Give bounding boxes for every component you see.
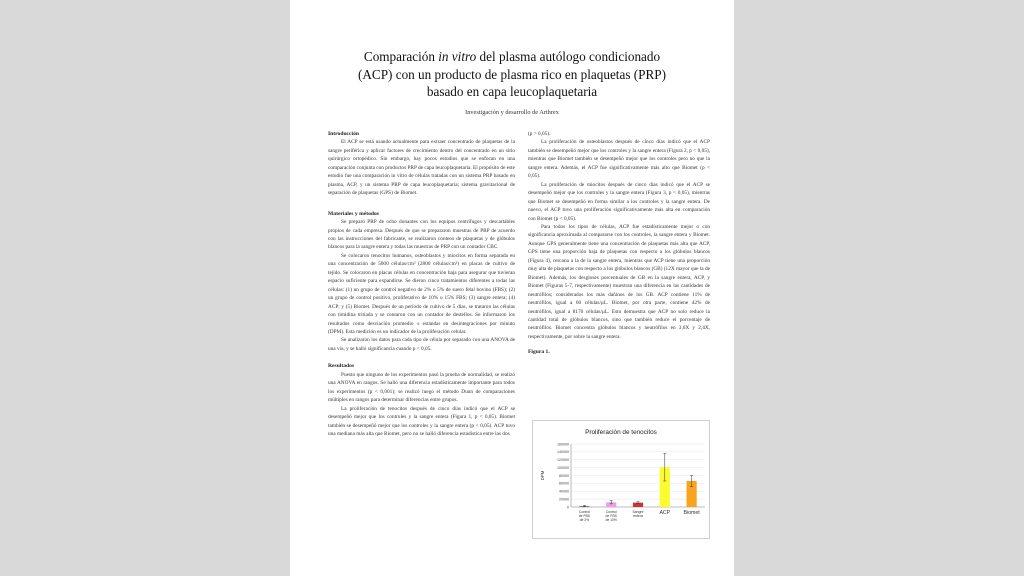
x-tick-label: Biomet — [683, 510, 700, 516]
x-tick-label: Control de FBS de 10% — [605, 510, 617, 522]
methods-paragraph-2: Se colocaron tenocitos humanos, osteoblastos y miocitos en forma separada en una concentración de 5000 células/cm² (2800 células/cm²) en placas de cultivo de tejido. Se colocaron en placas células en concentración baja para asegurar que tuvieran espacio suficiente para expandirse. Se dieron cinco tratamientos diferentes a todas las células: (1) un grupo de control negativo de 2% o 5% de suero fetal bovino (FBS); (2) un grupo de control positivo, proliferativo de 10% o 15% FBS; (3) sangre entera; (4) ACP; y (5) Biomet. Después de un período de cultivo de 5 días, se trataron las células con timidina tritiada y se contaron con un contador de destellos. Se informaron los resultados como desviación promedio ± estándar en desintegraciones por minuto (DPM). Esta medición es un indicador de la proliferación celular. — [328, 252, 515, 335]
chart-svg — [533, 421, 709, 538]
left-column — [328, 130, 515, 438]
methods-paragraph-3: Se analizaron los datos para cada tipo de célula por separado con una ANOVA de una vía, y se halló significancia cuando p < 0,05. — [328, 337, 515, 352]
document-title: Comparación in vitro del plasma autólogo condicionado (ACP) con un producto de plasma rico en plaquetas (PRP) basado en capa leucoplaquetaria — [357, 49, 666, 99]
intro-heading: Introducción — [328, 131, 359, 137]
y-tick-label: 60000 — [559, 481, 569, 486]
results-paragraph-2: La proliferación de tenocitos después de cinco días indicó que el ACP se desempeñó mejor que los controles y la sangre entera (Figura 1, p < 0,05). Biomet también se desempeñó mejor que los controles y la sangre entera (p < 0,05). ACP tuvo una mediana más alta que Biomet, pero no se halló diferencia estadística entre las dos — [328, 405, 515, 437]
x-tick-label: Control de FBS de 2% — [578, 510, 591, 522]
myocyte-paragraph: La proliferación de miocitos después de cinco días indicó que el ACP se desempeñó mejor que los controles y la sangre entera (Figura 3, p < 0,05), mientras que Biomet se desempeñó en forma similar a los controles y la sangre entera. De nuevo, el ACP tuvo una proliferación significativamente más alta en comparación con Biomet (p < 0,05). — [528, 181, 710, 222]
summary-paragraph: Para todos los tipos de células, ACP fue estadísticamente mejor o con significancia aproximada al compararse con los controles, la sangre entera y Biomet. Aunque GPS generalmente tiene una concentración de plaquetas más alta que ACP, GPS tiene una proporción baja de plaquetas con respecto a los glóbulos blancos (Figura 4), cercana a la de la sangre entera, mientras que ACP tiene una proporción muy alta de plaquetas con respecto a los glóbulos blancos (GB) (12X mayor que la de Biomet). Además, los desgloses porcentuales de GB en la sangre entera, ACP, y Biomet (Figuras 5-7, respectivamente) muestran una diferencia en las cantidades de neutrófilos; considerados los más dañinos de los GB. ACP contiene 11% de neutrófilos, igual a 60 células/μL. Biomet, por otra parte, contiene 42% de neutrófilos, igual a 8170 células/μL. Esto demuestra que ACP no solo reduce la cantidad total de glóbulos blancos, sino que también reduce el porcentaje de neutrófilos. Biomet concentra glóbulos blancos y neutrófilos en 3,6X y 2,4X, respectivamente, por sobre la sangre entera. — [528, 223, 710, 340]
results-heading: Resultados — [328, 363, 355, 370]
results-continuation: (p > 0,05). — [528, 131, 551, 137]
y-tick-label: 40000 — [559, 489, 569, 494]
methods-paragraph-1: Se preparó PRP de ocho donantes con los equipos centrífugos y descartables propios de cada empresa. Después de que se prepararon muestras de PRP de acuerdo con las instrucciones del fabricante, se realizaron conteos de plaquetas y de glóbulos blancos para la sangre entera y todas las muestras de PRP con un contador CBC. — [328, 219, 515, 251]
y-tick-label: 140000 — [557, 450, 569, 455]
methods-heading: Materiales y métodos — [328, 210, 379, 217]
document-page — [290, 0, 734, 576]
intro-paragraph: El ACP se está usando actualmente para extraer concentrado de plaquetas de la sangre periférica y aplicar factores de crecimiento dentro del concentrado en un sitio quirúrgico ortopédico. Sin embargo, hay pocos estudios que se enfocan en una comparación conjunta con productos PRP de capa leucoplaquetaria. El propósito de este estudio fue una comparación in vitro de células tratadas con un sistema PRP basado en plasma, ACP, y un sistema PRP de capa leucoplaquetaria; sistema gravitacional de separación de plaquetas (GPS) de Biomet. — [328, 139, 515, 197]
y-tick-label: 20000 — [559, 497, 569, 502]
y-axis-label: DPM — [540, 470, 545, 481]
osteoblast-paragraph: La proliferación de osteoblastos después de cinco días indicó que el ACP también se desempeñó mejor que los controles y la sangre entera (Figura 2, p < 0,05), mientras que Biomet también se desempeñó mejor que los controles pero no que la sangre entera. Además, el ACP fue significativamente más alto que Biomet (p < 0,05). — [528, 139, 710, 180]
figure-label: Figura 1. — [528, 349, 550, 356]
chart-title: Proliferación de tenocitos — [585, 429, 657, 436]
x-tick-label: Sangre entera — [632, 510, 644, 518]
y-tick-label: 100000 — [557, 465, 569, 470]
x-tick-label: ACP — [659, 510, 671, 516]
y-tick-label: 120000 — [557, 458, 569, 463]
y-tick-label: 80000 — [559, 473, 569, 478]
y-tick-label: 0 — [567, 505, 569, 510]
right-column — [528, 130, 710, 357]
figure-1-chart — [532, 420, 710, 539]
y-tick-label: 160000 — [557, 442, 569, 447]
document-subtitle: Investigación y desarrollo de Arthrex — [465, 109, 559, 116]
results-paragraph-1: Puesto que ninguno de los experimentos pasó la prueba de normalidad, se realizó una ANOVA en rangos. Se halló una diferencia estadísticamente importante para todos los experimentos (p < 0,001); se realizó luego el método Dunn de comparaciones múltiples en rangos para determinar diferencias entre grupos. — [328, 371, 515, 404]
